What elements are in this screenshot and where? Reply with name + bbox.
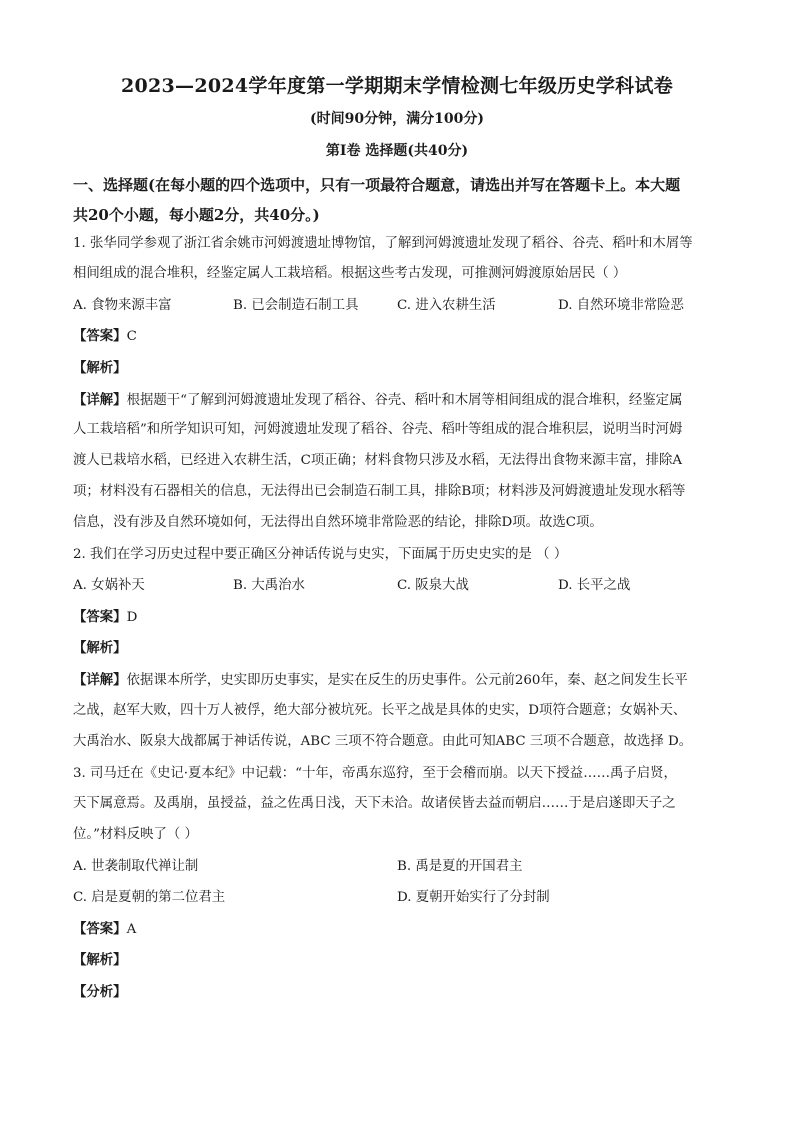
question-3-option-c: C. 启是夏朝的第二位君主 <box>73 890 226 905</box>
question-1-analysis-label: 【解析】 <box>73 360 127 376</box>
question-3-answer <box>73 920 136 939</box>
question-1-option-b: B. 已会制造石制工具 <box>233 298 359 313</box>
exam-title: 2023—2024学年度第一学期期末学情检测七年级历史学科试卷 <box>120 75 674 97</box>
question-2-detail-line: 【详解】依据课本所学，史实即历史事实，是实在反生的历史事件。公元前260年，秦、赵之间发生长平 <box>73 672 688 688</box>
question-2-detail-line: 之战，赵军大败，四十万人被俘，绝大部分被坑死。长平之战是具体的史实，D项符合题意；女娲补天、 <box>73 703 687 718</box>
question-1-detail-line: 项；材料没有石器相关的信息，无法得出已会制造石制工具，排除B项；材料涉及河姆渡遗址发现水稻等 <box>73 484 686 499</box>
question-3-option-b: B. 禹是夏的开国君主 <box>397 859 523 874</box>
question-2-option-a: A. 女娲补天 <box>73 578 145 593</box>
question-1-option-c: C. 进入农耕生活 <box>397 298 496 313</box>
question-1-stem-line: 相间组成的混合堆积，经鉴定属人工栽培稻。根据这些考古发现，可推测河姆渡原始居民（ ） <box>73 266 627 281</box>
answer-label: 【答案】 <box>73 328 127 344</box>
question-3-stem-line: 天下属意焉。及禹崩，虽授益，益之佐禹日浅，天下未洽。故诸侯皆去益而朝启……于是启遂即天子之 <box>73 796 676 811</box>
part-instructions-line-1: 一、选择题(在每小题的四个选项中，只有一项最符合题意，请选出并写在答题卡上。本大题 <box>73 176 681 194</box>
answer-label: 【答案】 <box>73 609 127 625</box>
question-2-detail-line: 大禹治水、阪泉大战都属于神话传说，ABC 三项不符合题意。由此可知ABC 三项不合题意，故选择 D。 <box>73 734 693 749</box>
question-2-answer <box>73 608 137 627</box>
question-1-stem-line: 1. 张华同学参观了浙江省余姚市河姆渡遗址博物馆，了解到河姆渡遗址发现了稻谷、谷壳、稻叶和木屑等 <box>73 236 693 251</box>
detail-label: 【详解】 <box>73 392 127 408</box>
exam-time-note: (时间90分钟，满分100分) <box>310 111 484 127</box>
question-3-breakdown-label: 【分析】 <box>73 984 127 1000</box>
question-1-detail-line: 人工栽培稻”和所学知识可知，河姆渡遗址发现了稻谷、谷壳、稻叶等组成的混合堆积层，说明当时河姆 <box>73 422 683 437</box>
question-1-detail-line: 信息，没有涉及自然环境如何，无法得出自然环境非常险恶的结论，排除D项。故选C项。 <box>73 515 603 530</box>
part-instructions-line-2: 共20个小题，每小题2分，共40分。) <box>73 206 320 224</box>
question-1-detail-line: 【详解】根据题干“了解到河姆渡遗址发现了稻谷、谷壳、稻叶和木屑等相间组成的混合堆积，经鉴定属 <box>73 392 683 408</box>
detail-label: 【详解】 <box>73 672 127 688</box>
question-2-stem-line: 2. 我们在学习历史过程中要正确区分神话传说与史实，下面属于历史史实的是 （ ） <box>73 547 568 562</box>
question-1-option-a: A. 食物来源丰富 <box>73 298 172 313</box>
question-3-option-a: A. 世袭制取代禅让制 <box>73 859 199 874</box>
question-2-option-b: B. 大禹治水 <box>233 578 305 593</box>
answer-value: D <box>126 610 138 625</box>
answer-value: C <box>126 329 137 344</box>
question-3-stem-line: 位。”材料反映了（ ） <box>73 827 198 842</box>
answer-label: 【答案】 <box>73 921 127 937</box>
section-heading: 第Ⅰ卷 选择题(共40分) <box>325 143 469 159</box>
question-1-option-d: D. 自然环境非常险恶 <box>558 298 684 313</box>
answer-value: A <box>126 922 137 937</box>
question-1-detail-line: 渡人已栽培水稻，已经进入农耕生活，C项正确；材料食物只涉及水稻，无法得出食物来源丰富，排除A <box>73 453 683 468</box>
question-2-option-d: D. 长平之战 <box>558 578 631 593</box>
question-2-option-c: C. 阪泉大战 <box>397 578 469 593</box>
question-1-answer <box>73 327 137 346</box>
question-3-analysis-label: 【解析】 <box>73 952 127 968</box>
question-2-analysis-label: 【解析】 <box>73 640 127 656</box>
question-3-option-d: D. 夏朝开始实行了分封制 <box>397 890 550 905</box>
question-3-stem-line: 3. 司马迁在《史记·夏本纪》中记载：“十年，帝禹东巡狩，至于会稽而崩。以天下授益……禹子启贤， <box>73 766 677 781</box>
